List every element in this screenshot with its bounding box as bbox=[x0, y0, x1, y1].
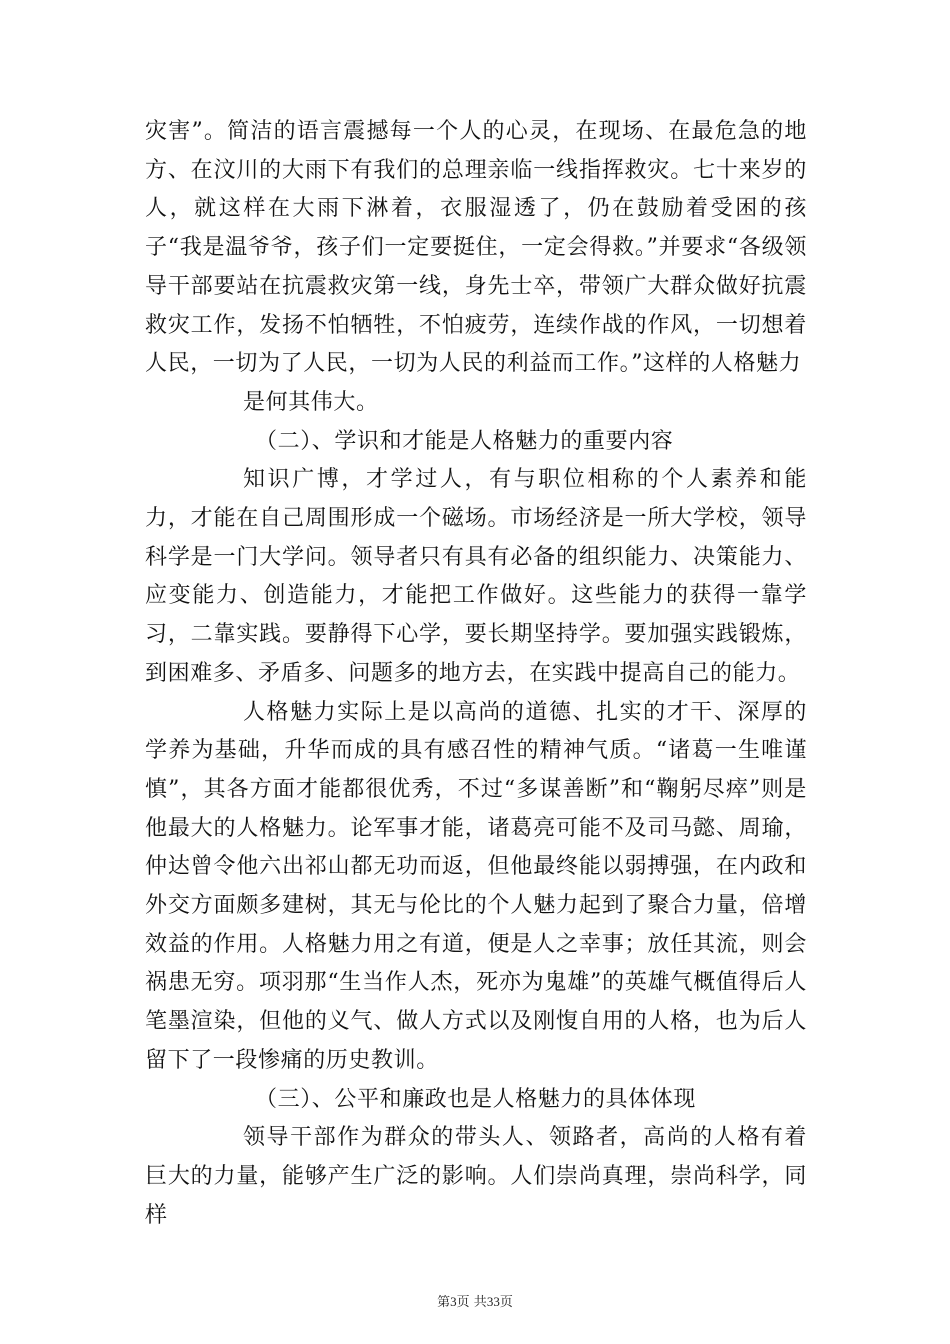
paragraph-closing-line: 是何其伟大。 bbox=[243, 389, 379, 415]
paragraph-continuation: 灾害”。简洁的语言震撼每一个人的心灵，在现场、在最危急的地方、在汶川的大雨下有我们的总理亲临一线指挥救灾。七十来岁的人，就这样在大雨下淋着，衣服湿透了，仍在鼓励着受困的孩子“我是温爷爷，孩子们一定要挺住，一定会得救。”并要求“各级领导干部要站在抗震救灾第一线，身先士卒，带领广大群众做好抗震救灾工作，发扬不怕牺牲，不怕疲劳，连续作战的作风，一切想着人民，一切为了人民，一切为人民的利益而工作。”这样的人格魅力 bbox=[145, 119, 807, 377]
page-footer bbox=[0, 1293, 950, 1312]
footer-middle: 页 共 bbox=[456, 1295, 487, 1310]
footer-suffix: 页 bbox=[499, 1295, 513, 1310]
document-body bbox=[145, 113, 807, 1235]
footer-total-pages: 33 bbox=[486, 1294, 500, 1309]
paragraph-knowledge: 知识广博，才学过人，有与职位相称的个人素养和能力，才能在自己周围形成一个磁场。市场经济是一所大学校，领导科学是一门大学问。领导者只有具有必备的组织能力、决策能力、应变能力、创造能力，才能把工作做好。这些能力的获得一靠学习，二靠实践。要静得下心学，要长期坚持学。要加强实践锻炼，到困难多、矛盾多、问题多的地方去，在实践中提高自己的能力。 bbox=[145, 467, 807, 686]
footer-prefix: 第 bbox=[437, 1295, 451, 1310]
section-heading-2: （二）、学识和才能是人格魅力的重要内容 bbox=[255, 428, 674, 454]
paragraph-charisma: 人格魅力实际上是以高尚的道德、扎实的才干、深厚的学养为基础，升华而成的具有感召性的精神气质。“诸葛一生唯谨慎”，其各方面才能都很优秀，不过“多谋善断”和“鞠躬尽瘁”则是他最大的人格魅力。论军事才能，诸葛亮可能不及司马懿、周瑜，仲达曾令他六出祁山都无功而返，但他最终能以弱搏强，在内政和外交方面颇多建树，其无与伦比的个人魅力起到了聚合力量，倍增效益的作用。人格魅力用之有道，便是人之幸事；放任其流，则会祸患无穷。项羽那“生当作人杰，死亦为鬼雄”的英雄气概值得后人笔墨渲染，但他的义气、做人方式以及刚愎自用的人格，也为后人留下了一段惨痛的历史教训。 bbox=[145, 699, 807, 1073]
section-heading-3: （三）、公平和廉政也是人格魅力的具体体现 bbox=[255, 1086, 697, 1112]
paragraph-leadership: 领导干部作为群众的带头人、领路者，高尚的人格有着巨大的力量，能够产生广泛的影响。人们崇尚真理，崇尚科学，同样 bbox=[145, 1125, 807, 1228]
footer-page-number: 3 bbox=[450, 1294, 457, 1309]
